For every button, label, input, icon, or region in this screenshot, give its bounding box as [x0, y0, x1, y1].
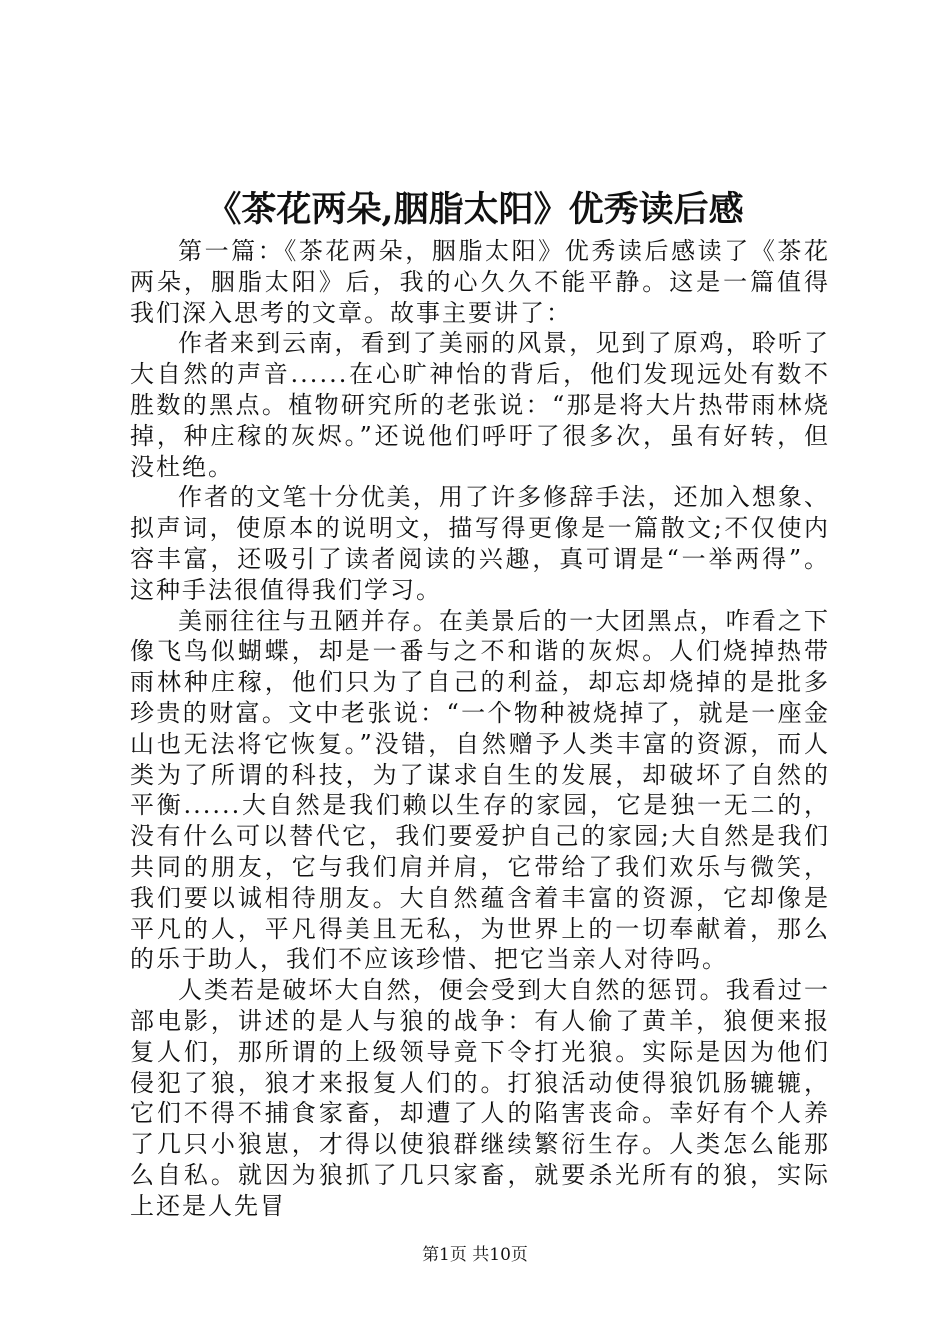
paragraph-4: 美丽往往与丑陋并存。在美景后的一大团黑点，咋看之下像飞鸟似蝴蝶，却是一番与之不和谐的灰烬。人们烧掉热带雨林种庄稼，他们只为了自己的利益，却忘却烧掉的是批多珍贵的财富。文中老张说：“一个物种被烧掉了，就是一座金山也无法将它恢复。”没错，自然赠予人类丰富的资源，而人类为了所谓的科技，为了谋求自生的发展，却破坏了自然的平衡......大自然是我们赖以生存的家园，它是独一无二的，没有什么可以替代它，我们要爱护自己的家园;大自然是我们共同的朋友，它与我们肩并肩，它带给了我们欢乐与微笑，我们要以诚相待朋友。大自然蕴含着丰富的资源，它却像是平凡的人，平凡得美且无私，为世界上的一切奉献着，那么的乐于助人，我们不应该珍惜、把它当亲人对待吗。: [130, 606, 830, 974]
paragraph-2: 作者来到云南，看到了美丽的风景，见到了原鸡，聆听了大自然的声音......在心旷神怡的背后，他们发现远处有数不胜数的黑点。植物研究所的老张说：“那是将大片热带雨林烧掉，种庄稼的灰烬。”还说他们呼吁了很多次，虽有好转，但没杜绝。: [130, 329, 830, 481]
paragraph-5: 人类若是破坏大自然，便会受到大自然的惩罚。我看过一部电影，讲述的是人与狼的战争：有人偷了黄羊，狼便来报复人们，那所谓的上级领导竟下令打光狼。实际是因为他们侵犯了狼，狼才来报复人们的。打狼活动使得狼饥肠辘辘，它们不得不捕食家畜，却遭了人的陷害丧命。幸好有个人养了几只小狼崽，才得以使狼群继续繁衍生存。人类怎么能那么自私。就因为狼抓了几只家畜，就要杀光所有的狼，实际上还是人先冒: [130, 976, 830, 1220]
paragraph-3: 作者的文笔十分优美，用了许多修辞手法，还加入想象、拟声词，使原本的说明文，描写得更像是一篇散文;不仅使内容丰富，还吸引了读者阅读的兴趣，真可谓是“一举两得”。这种手法很值得我们学习。: [130, 483, 830, 604]
document-body: [130, 236, 830, 1222]
paragraph-1: 第一篇：《茶花两朵，胭脂太阳》优秀读后感读了《茶花两朵，胭脂太阳》后，我的心久久不能平静。这是一篇值得我们深入思考的文章。故事主要讲了：: [130, 237, 830, 327]
document-title: 《茶花两朵,胭脂太阳》优秀读后感: [206, 189, 744, 230]
page-number-footer: 第1页 共10页: [422, 1245, 528, 1265]
